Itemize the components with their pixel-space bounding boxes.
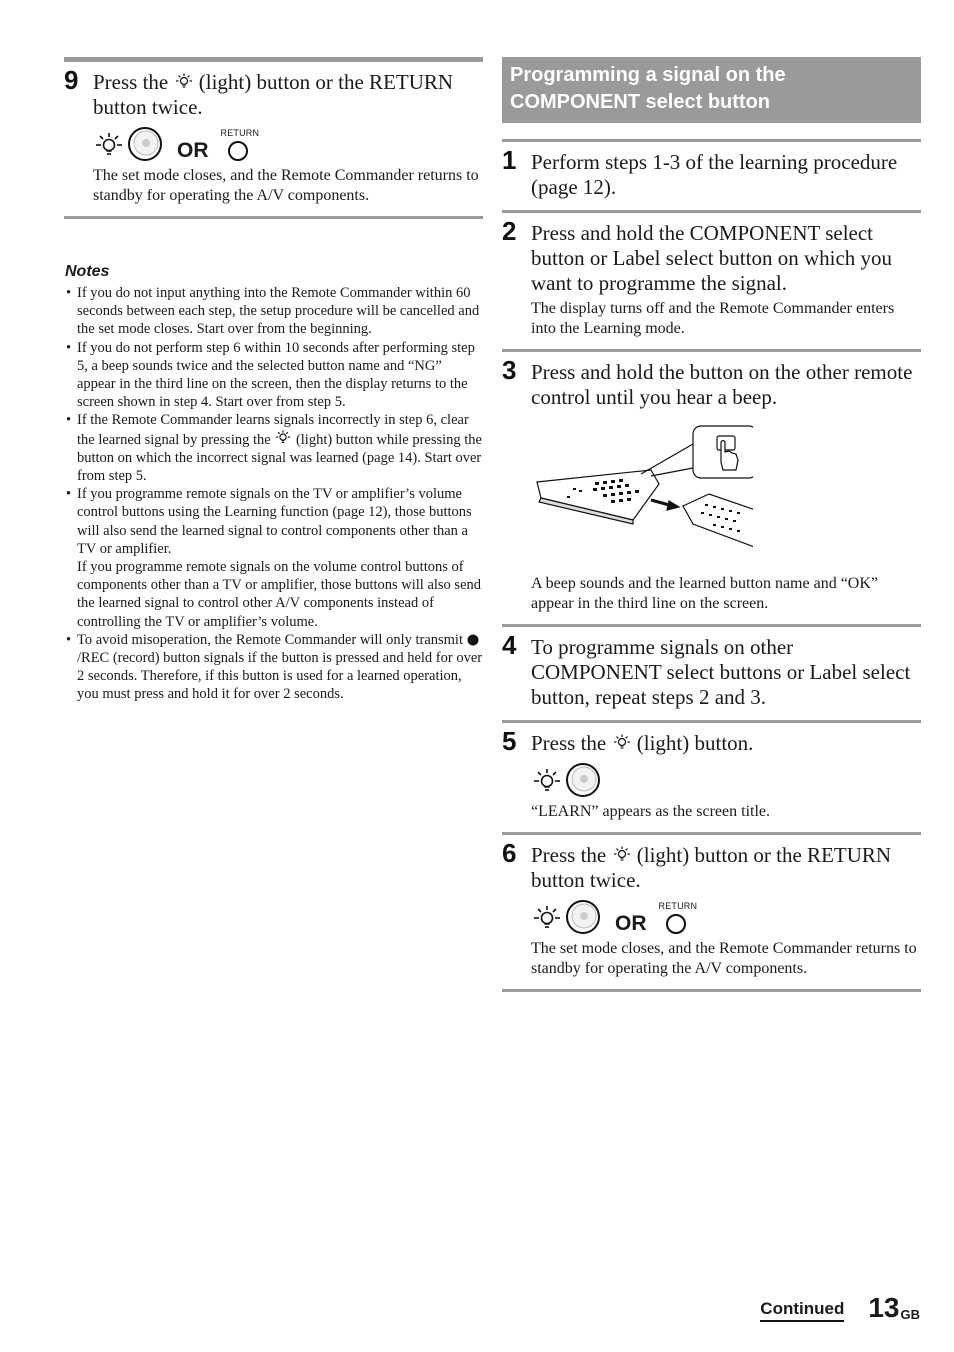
return-label: RETURN (220, 128, 260, 138)
button-icons (531, 897, 921, 935)
record-dot-icon (467, 634, 479, 646)
step-5 (502, 723, 921, 832)
return-button (659, 901, 697, 935)
light-icon (93, 130, 125, 162)
note-item: • To avoid misoperation, the Remote Commander will only transmit /REC (record) button signals if the button is pressed and held for over 2 seconds. Therefore, if this button is used for a learned operation, you must press and hold it for over 2 seconds. (64, 631, 483, 704)
round-button-icon (565, 762, 601, 798)
step-body: The set mode closes, and the Remote Commander returns to standby for operating the A/V components. (93, 167, 479, 204)
page-number: 13 (868, 1292, 900, 1323)
step-number: 6 (502, 838, 517, 868)
step-heading: Press the (light) button. (531, 731, 754, 755)
right-column (502, 57, 921, 992)
step-6 (502, 835, 921, 989)
light-icon (274, 430, 292, 446)
step-3 (502, 352, 921, 624)
note-item: • If the Remote Commander learns signals incorrectly in step 6, clear the learned signal by pressing the (light) button while pressing the button on which the incorrect signal was learned (page 14). Start over from step 5. (64, 411, 483, 485)
or-label: OR (615, 912, 647, 935)
note-item: • If you do not input anything into the Remote Commander within 60 seconds between each step, the setup procedure will be cancelled and the set mode closes. Start over from the beginning. (64, 284, 483, 339)
step-number: 3 (502, 355, 517, 385)
note-item: • If you do not perform step 6 within 10 seconds after performing step 5, a beep sounds twice and the selected button name and “NG” appear in the third line on the screen, then the display returns to the screen shown in step 4. Start over from step 5. (64, 339, 483, 412)
button-icons (93, 124, 483, 162)
return-button (221, 128, 259, 162)
step-number: 5 (502, 726, 517, 756)
step-2 (502, 213, 921, 349)
step-number: 1 (502, 145, 517, 175)
light-icon (174, 73, 194, 91)
light-icon (531, 903, 563, 935)
step-divider (502, 989, 921, 992)
notes-title: Notes (65, 263, 110, 280)
step-body: The set mode closes, and the Remote Commander returns to standby for operating the A/V components. (531, 940, 917, 977)
step-heading: Press the (light) button or the RETURN button twice. (93, 70, 454, 119)
step-number: 9 (64, 65, 79, 95)
light-icon (531, 766, 563, 798)
page-footer (760, 1294, 920, 1322)
continued-label: Continued (760, 1299, 844, 1322)
section-title: Programming a signal on the COMPONENT select button (502, 57, 921, 123)
step-1 (502, 142, 921, 210)
note-item: • If you programme remote signals on the TV or amplifier’s volume control buttons using the Learning function (page 12), those buttons will also send the learned signal to control components other than a TV or amplifier. If you programme remote signals on the volume control buttons of components other than a TV or amplifier, those buttons will also send the learned signal to control other A/V components instead of controlling the TV or amplifier’s volume. (64, 485, 483, 631)
step-number: 2 (502, 216, 517, 246)
step-4 (502, 627, 921, 720)
round-button-icon (565, 899, 601, 935)
button-icons (531, 760, 921, 798)
step-heading: Press and hold the COMPONENT select button or Label select button on which you want to programme the signal. (531, 221, 893, 295)
step-body: “LEARN” appears as the screen title. (531, 803, 771, 820)
remote-learning-illustration (533, 424, 753, 564)
light-icon (612, 734, 632, 752)
step-9 (64, 62, 483, 216)
step-heading: To programme signals on other COMPONENT select buttons or Label select button, repeat steps 2 and 3. (531, 635, 911, 709)
page-suffix: GB (900, 1307, 920, 1322)
step-divider (64, 216, 483, 219)
or-label: OR (177, 139, 209, 162)
return-button-icon (665, 913, 687, 935)
return-button-icon (227, 140, 249, 162)
step-number: 4 (502, 630, 517, 660)
round-button-icon (127, 126, 163, 162)
return-label: RETURN (658, 901, 698, 911)
left-column (64, 57, 483, 704)
step-heading: Press and hold the button on the other remote control until you hear a beep. (531, 360, 913, 409)
light-icon (612, 846, 632, 864)
step-body: A beep sounds and the learned button name and “OK” appear in the third line on the screen. (531, 575, 879, 612)
notes-list (64, 284, 483, 704)
step-heading: Perform steps 1-3 of the learning procedure (page 12). (531, 150, 898, 199)
step-body: The display turns off and the Remote Commander enters into the Learning mode. (531, 300, 895, 337)
step-heading: Press the (light) button or the RETURN button twice. (531, 843, 892, 892)
